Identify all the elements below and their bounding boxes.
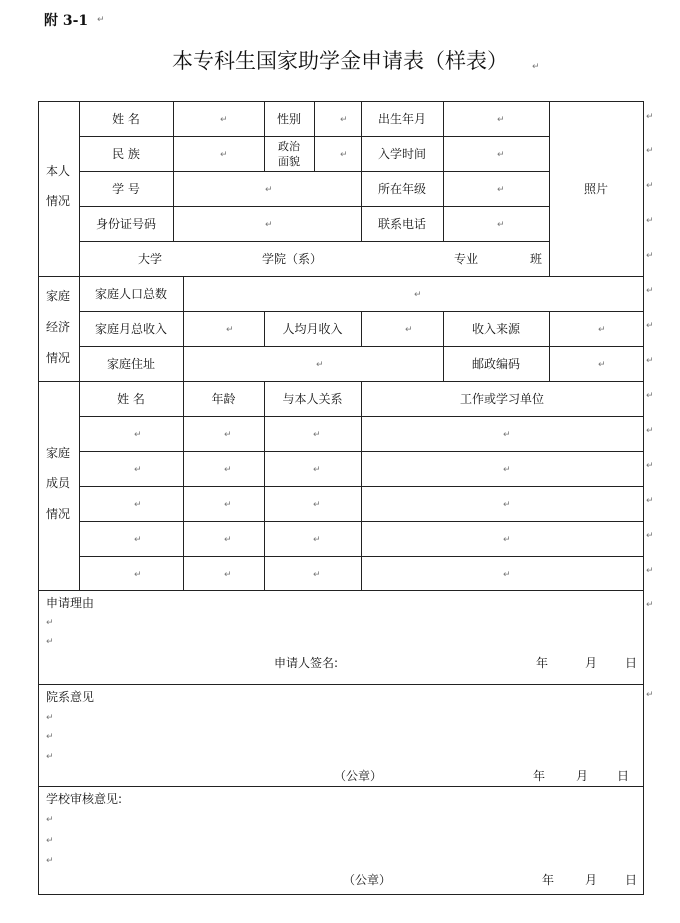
application-day: 日 xyxy=(625,656,638,670)
paragraph-mark: ↵ xyxy=(134,570,142,580)
paragraph-mark: ↵ xyxy=(598,325,606,335)
college-label: 学院（系） xyxy=(262,252,323,266)
reason-label: 申请理由 xyxy=(46,596,95,610)
paragraph-mark: ↵ xyxy=(220,115,228,125)
paragraph-mark: ↵ xyxy=(134,500,142,510)
paragraph-mark: ↵ xyxy=(224,465,232,475)
school-day: 日 xyxy=(625,873,638,887)
paragraph-mark: ↵ xyxy=(46,618,54,628)
major-label: 专业 xyxy=(454,252,479,266)
members-section-label-1: 家庭 xyxy=(46,446,71,460)
paragraph-mark: ↵ xyxy=(414,290,422,300)
application-month: 月 xyxy=(585,656,598,670)
paragraph-mark: ↵ xyxy=(497,185,505,195)
paragraph-mark: ↵ xyxy=(224,570,232,580)
student-id-label: 学 号 xyxy=(112,182,140,196)
paragraph-mark: ↵ xyxy=(503,570,511,580)
paragraph-mark: ↵ xyxy=(646,112,654,122)
paragraph-mark: ↵ xyxy=(340,115,348,125)
members-section-label-3: 情况 xyxy=(46,507,71,521)
paragraph-mark: ↵ xyxy=(646,391,654,401)
paragraph-mark: ↵ xyxy=(226,325,234,335)
school-month: 月 xyxy=(585,873,598,887)
paragraph-mark: ↵ xyxy=(46,752,54,762)
paragraph-mark: ↵ xyxy=(646,496,654,506)
paragraph-mark: ↵ xyxy=(646,461,654,471)
paragraph-mark: ↵ xyxy=(134,465,142,475)
paragraph-mark: ↵ xyxy=(598,360,606,370)
paragraph-mark: ↵ xyxy=(316,360,324,370)
paragraph-mark: ↵ xyxy=(646,251,654,261)
paragraph-mark: ↵ xyxy=(646,181,654,191)
income-source-label: 收入来源 xyxy=(471,322,520,336)
paragraph-mark: ↵ xyxy=(313,570,321,580)
paragraph-mark: ↵ xyxy=(340,150,348,160)
population-label: 家庭人口总数 xyxy=(94,287,167,301)
paragraph-mark: ↵ xyxy=(646,426,654,436)
members-section-label-2: 成员 xyxy=(46,476,71,490)
department-opinion-label: 院系意见 xyxy=(46,690,95,704)
university-label: 大学 xyxy=(138,252,163,266)
paragraph-mark: ↵ xyxy=(646,356,654,366)
paragraph-mark: ↵ xyxy=(224,430,232,440)
id-card-label: 身份证号码 xyxy=(95,217,156,231)
paragraph-mark: ↵ xyxy=(532,62,540,72)
paragraph-mark: ↵ xyxy=(503,500,511,510)
school-opinion-label: 学校审核意见: xyxy=(46,792,123,806)
postcode-label: 邮政编码 xyxy=(471,357,520,371)
grade-label: 所在年级 xyxy=(377,182,426,196)
class-label: 班 xyxy=(530,252,543,266)
paragraph-mark: ↵ xyxy=(646,216,654,226)
paragraph-mark: ↵ xyxy=(503,465,511,475)
member-header-relation: 与本人关系 xyxy=(282,392,343,406)
paragraph-mark: ↵ xyxy=(313,465,321,475)
ethnicity-label: 民 族 xyxy=(112,147,140,161)
paragraph-mark: ↵ xyxy=(497,150,505,160)
birth-label: 出生年月 xyxy=(377,112,426,126)
signature-label: 申请人签名: xyxy=(274,656,339,670)
member-header-workplace: 工作或学习单位 xyxy=(459,392,544,406)
name-label: 姓 名 xyxy=(112,112,140,126)
politics-label-2: 面貌 xyxy=(278,155,300,168)
paragraph-mark: ↵ xyxy=(313,500,321,510)
paragraph-mark: ↵ xyxy=(265,220,273,230)
econ-section-label-2: 经济 xyxy=(46,320,71,334)
school-seal: （公章） xyxy=(343,873,392,887)
department-month: 月 xyxy=(576,769,589,783)
department-seal: （公章） xyxy=(334,769,383,783)
per-capita-label: 人均月收入 xyxy=(282,322,343,336)
member-header-age: 年龄 xyxy=(211,392,236,406)
paragraph-mark: ↵ xyxy=(503,430,511,440)
paragraph-mark: ↵ xyxy=(224,500,232,510)
photo-label: 照片 xyxy=(583,182,608,196)
paragraph-mark: ↵ xyxy=(220,150,228,160)
phone-label: 联系电话 xyxy=(377,217,426,231)
department-year: 年 xyxy=(533,769,546,783)
paragraph-mark: ↵ xyxy=(313,535,321,545)
paragraph-mark: ↵ xyxy=(46,713,54,723)
paragraph-mark: ↵ xyxy=(46,732,54,742)
monthly-income-label: 家庭月总收入 xyxy=(94,322,167,336)
paragraph-mark: ↵ xyxy=(646,600,654,610)
member-header-name: 姓 名 xyxy=(117,392,145,406)
paragraph-mark: ↵ xyxy=(46,815,54,825)
personal-section-label-2: 情况 xyxy=(46,194,71,208)
paragraph-mark: ↵ xyxy=(646,566,654,576)
paragraph-mark: ↵ xyxy=(646,531,654,541)
paragraph-mark: ↵ xyxy=(134,430,142,440)
econ-section-label-1: 家庭 xyxy=(46,289,71,303)
paragraph-mark: ↵ xyxy=(646,146,654,156)
econ-section-label-3: 情况 xyxy=(46,351,71,365)
department-day: 日 xyxy=(617,769,630,783)
paragraph-mark: ↵ xyxy=(646,690,654,700)
paragraph-mark: ↵ xyxy=(646,286,654,296)
paragraph-mark: ↵ xyxy=(646,321,654,331)
paragraph-mark: ↵ xyxy=(497,220,505,230)
paragraph-mark: ↵ xyxy=(134,535,142,545)
school-year: 年 xyxy=(542,873,555,887)
paragraph-mark: ↵ xyxy=(405,325,413,335)
paragraph-mark: ↵ xyxy=(46,856,54,866)
paragraph-mark: ↵ xyxy=(97,15,105,25)
paragraph-mark: ↵ xyxy=(46,836,54,846)
paragraph-mark: ↵ xyxy=(497,115,505,125)
paragraph-mark: ↵ xyxy=(503,535,511,545)
appendix-label: 附 3-1 xyxy=(44,13,89,29)
gender-label: 性别 xyxy=(276,112,301,126)
paragraph-mark: ↵ xyxy=(265,185,273,195)
application-year: 年 xyxy=(536,656,549,670)
paragraph-mark: ↵ xyxy=(46,637,54,647)
enroll-label: 入学时间 xyxy=(377,147,426,161)
page-title: 本专科生国家助学金申请表（样表） xyxy=(172,49,508,73)
paragraph-mark: ↵ xyxy=(313,430,321,440)
address-label: 家庭住址 xyxy=(106,357,155,371)
paragraph-mark: ↵ xyxy=(224,535,232,545)
personal-section-label-1: 本人 xyxy=(46,164,71,178)
politics-label-1: 政治 xyxy=(278,140,300,153)
